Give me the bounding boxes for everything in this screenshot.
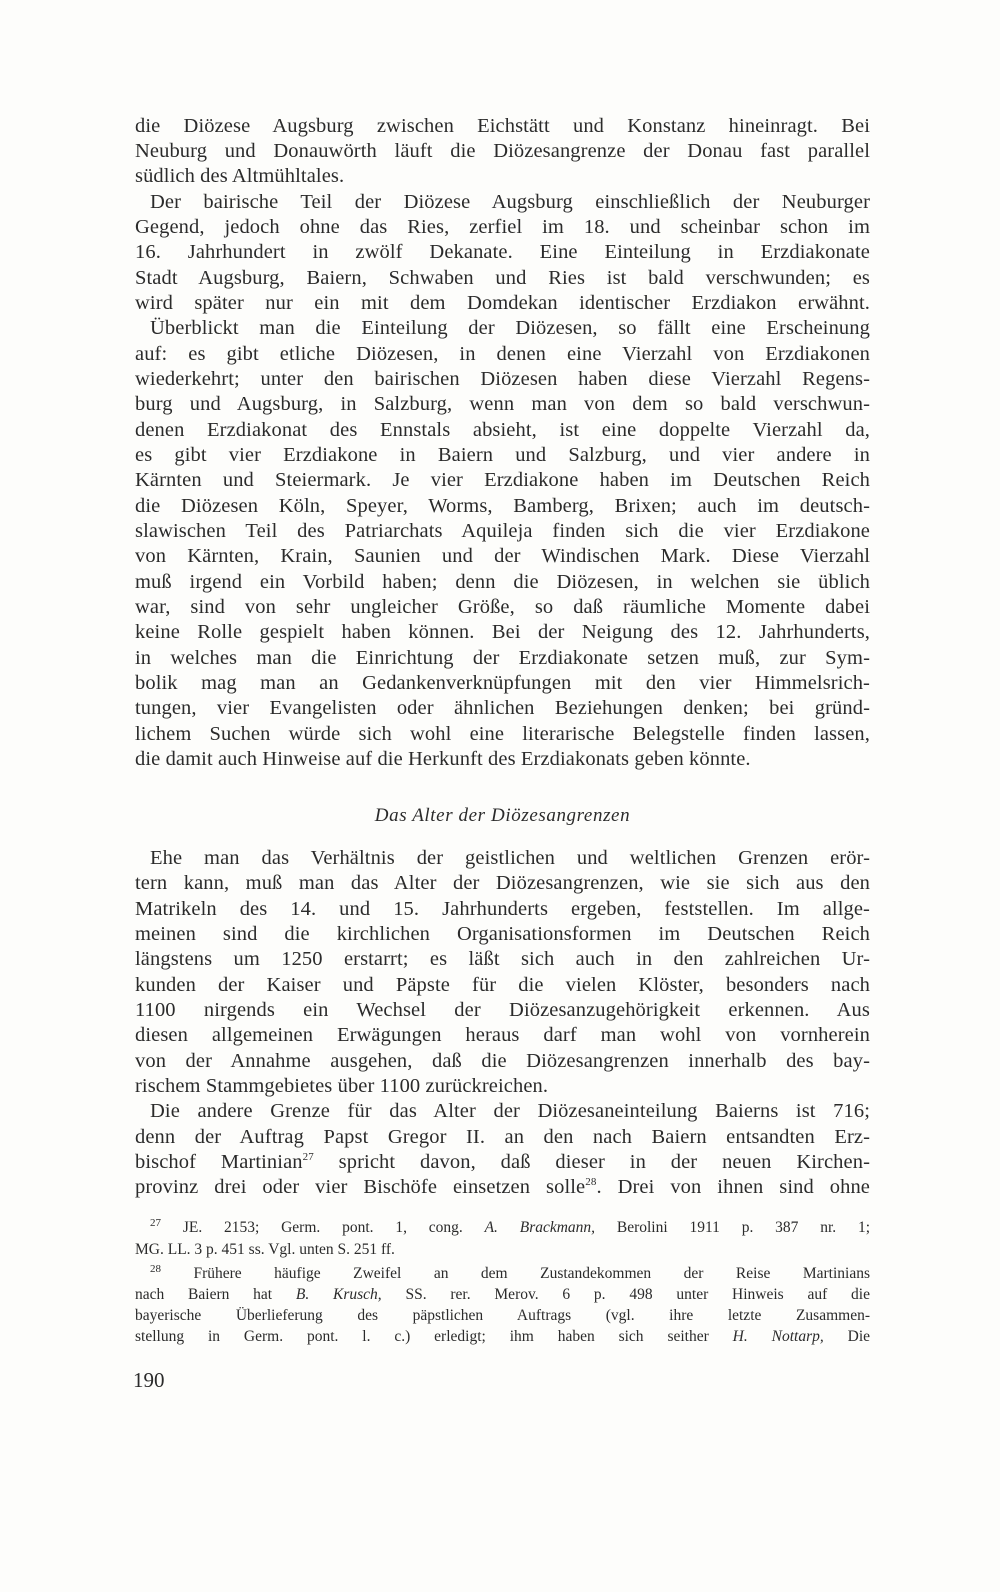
footnote-line: bayerische Überlieferung des päpstlichen Auftrags (vgl. ihre letzte Zusammen- [135,1307,870,1324]
section-line: tern kann, muß man das Alter der Diözesangrenzen, wie sie sich aus den [135,872,870,894]
body-line: die Diözesen Köln, Speyer, Worms, Bamberg, Brixen; auch im deutsch- [135,495,870,517]
section-line: kunden der Kaiser und Päpste für die vielen Klöster, besonders nach [135,974,870,996]
footnote-text: stellung in Germ. pont. l. c.) erledigt; ihm haben sich seither [135,1328,709,1345]
body-line: Gegend, jedoch ohne das Ries, zerfiel im 18. und scheinbar schon im [135,216,870,238]
section-heading: Das Alter der Diözesangrenzen [374,805,631,826]
footnote-ref[interactable]: 27 [302,1151,314,1164]
footnote-27 [150,1217,870,1238]
body-line: tungen, vier Evangelisten oder ähnlichen Beziehungen denken; bei gründ- [135,697,870,719]
footnote-28 [150,1263,870,1284]
footnote-ref[interactable]: 28 [585,1176,597,1189]
section-line: diesen allgemeinen Erwägungen heraus darf man wohl von vornherein [135,1024,870,1046]
footnote-author: H. Nottarp, [732,1328,824,1345]
footnote-text: nach Baiern hat [135,1286,273,1303]
body-line: keine Rolle gespielt haben können. Bei der Neigung des 12. Jahrhunderts, [135,621,870,643]
section-line [135,1149,870,1176]
section-line: von der Annahme ausgehen, daß die Diözesangrenzen innerhalb des bay- [135,1050,870,1072]
body-line: Überblickt man die Einteilung der Diözesen, so fällt eine Erscheinung [150,317,870,339]
body-line: war, sind von sehr ungleicher Größe, so daß räumliche Momente dabei [135,596,870,618]
body-line: lichem Suchen würde sich wohl eine literarische Belegstelle finden lassen, [135,723,870,745]
footnote-text: Die [847,1328,871,1345]
body-line: 16. Jahrhundert in zwölf Dekanate. Eine Einteilung in Erzdiakonate [135,241,870,263]
section-line: 1100 nirgends ein Wechsel der Diözesanzugehörigkeit erkennen. Aus [135,999,870,1021]
section-line: rischem Stammgebietes über 1100 zurückreichen. [135,1075,549,1097]
footnote-text: Frühere häufige Zweifel an dem Zustandekommen der Reise Martinians [193,1265,870,1282]
footnote-marker: 28 [150,1262,161,1275]
footnote-text: SS. rer. Merov. 6 p. 498 unter Hinweis auf die [405,1286,870,1303]
body-line: burg und Augsburg, in Salzburg, wenn man von dem so bald verschwun- [135,393,870,415]
body-line: wird später nur ein mit dem Domdekan identischer Erzdiakon erwähnt. [135,292,870,314]
body-line: auf: es gibt etliche Diözesen, in denen eine Vierzahl von Erzdiakonen [135,343,870,365]
footnote-author: A. Brackmann, [484,1219,596,1236]
body-line: in welches man die Einrichtung der Erzdiakonate setzen muß, zur Sym- [135,647,870,669]
footnote-text: JE. 2153; Germ. pont. 1, cong. [182,1219,463,1236]
body-line: muß irgend ein Vorbild haben; denn die Diözesen, in welchen sie üblich [135,571,870,593]
body-line: die Diözese Augsburg zwischen Eichstätt und Konstanz hineinragt. Bei [135,115,870,137]
body-line: wiederkehrt; unter den bairischen Diözesen haben diese Vierzahl Regens- [135,368,870,390]
body-line: südlich des Altmühltales. [135,165,345,187]
section-line-text: provinz drei oder vier Bischöfe einsetzen solle [135,1176,586,1198]
section-line-text: bischof Martinian [135,1151,303,1173]
section-line: längstens um 1250 erstarrt; es läßt sich auch in den zahlreichen Ur- [135,948,870,970]
section-line: Ehe man das Verhältnis der geistlichen und weltlichen Grenzen erör- [150,847,870,869]
footnote-line [135,1326,870,1347]
body-line: Neuburg und Donauwörth läuft die Diözesangrenze der Donau fast parallel [135,140,870,162]
body-line: die damit auch Hinweise auf die Herkunft des Erzdiakonats geben könnte. [135,748,751,770]
footnote-marker: 27 [150,1216,161,1229]
body-line: es gibt vier Erzdiakone in Baiern und Salzburg, und vier andere in [135,444,870,466]
body-line: Stadt Augsburg, Baiern, Schwaben und Ries ist bald verschwunden; es [135,267,870,289]
section-line-text: spricht davon, daß dieser in der neuen Kirchen- [338,1151,870,1173]
section-line-text: . Drei von ihnen sind ohne [596,1176,871,1198]
page-number: 190 [133,1368,165,1392]
body-line: Kärnten und Steiermark. Je vier Erzdiakone haben im Deutschen Reich [135,469,870,491]
section-line: Die andere Grenze für das Alter der Diözesaneinteilung Baierns ist 716; [150,1100,870,1122]
body-line: Der bairische Teil der Diözese Augsburg einschließlich der Neuburger [150,191,870,213]
footnote-line [135,1284,870,1305]
body-line: bolik mag man an Gedankenverknüpfungen mit den vier Himmelsrich- [135,672,870,694]
section-line [135,1174,870,1201]
section-line: denn der Auftrag Papst Gregor II. an den nach Baiern entsandten Erz- [135,1126,870,1148]
body-line: von Kärnten, Krain, Saunien und der Windischen Mark. Diese Vierzahl [135,545,870,567]
footnote-line: MG. LL. 3 p. 451 ss. Vgl. unten S. 251 ff. [135,1241,395,1258]
footnote-author: B. Krusch, [295,1286,382,1303]
section-line: Matrikeln des 14. und 15. Jahrhunderts ergeben, feststellen. Im allge- [135,898,870,920]
body-line: denen Erzdiakonat des Ennstals absieht, ist eine doppelte Vierzahl da, [135,419,870,441]
body-line: slawischen Teil des Patriarchats Aquileja finden sich die vier Erzdiakone [135,520,870,542]
footnote-text: Berolini 1911 p. 387 nr. 1; [616,1219,871,1236]
section-line: meinen sind die kirchlichen Organisationsformen im Deutschen Reich [135,923,870,945]
